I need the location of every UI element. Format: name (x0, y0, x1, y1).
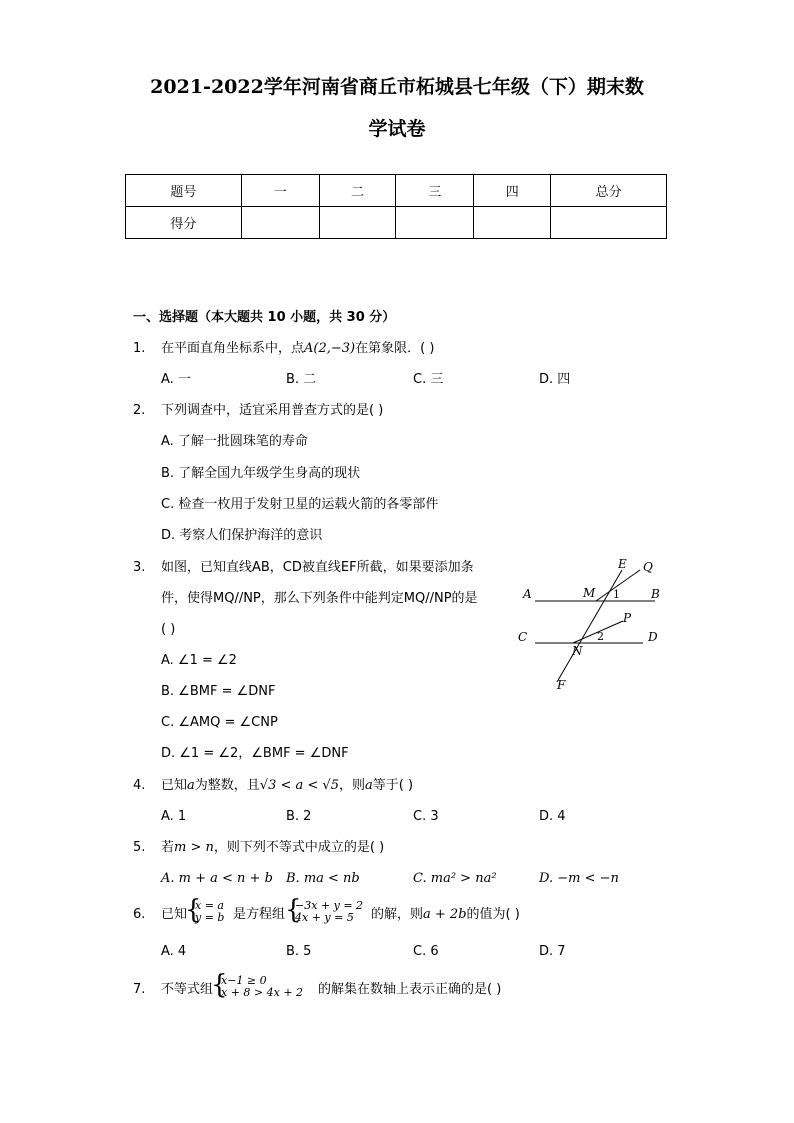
score-table-header: 三 (396, 175, 474, 207)
question-number: 3. (133, 560, 146, 575)
option[interactable]: A. 一 (161, 372, 191, 387)
score-table-header: 总分 (551, 175, 667, 207)
score-table-header: 题号 (126, 175, 242, 207)
stem-text: ，则 (338, 778, 365, 793)
question-stem: 下列调查中，适宜采用普查方式的是( ) (161, 403, 384, 418)
stem-math: A(2,−3) (304, 341, 356, 356)
page-title-line2: 学试卷 (368, 118, 426, 140)
score-row-label: 得分 (126, 207, 242, 239)
page-title-line1: 2021-2022学年河南省商丘市柘城县七年级（下）期末数 (150, 76, 644, 98)
brace-icon: { (285, 895, 302, 925)
equation: 4x + y = 5 (295, 911, 354, 924)
question-stem-line: ( ) (161, 622, 176, 637)
option[interactable]: B. ∠BMF = ∠DNF (161, 684, 276, 699)
question-stem (161, 341, 434, 357)
question-stem-line: 件，使得MQ//NP，那么下列条件中能判定MQ//NP的是 (161, 591, 478, 606)
label-p: P (623, 611, 632, 625)
option[interactable]: C. 检查一枚用于发射卫星的运载火箭的各零部件 (161, 497, 439, 512)
option[interactable]: D. 7 (539, 944, 566, 959)
label-e: E (618, 557, 627, 571)
stem-math: a + 2b (423, 907, 467, 922)
question-number: 2. (133, 403, 146, 418)
stem-math: √3 < a < √5 (259, 778, 339, 793)
score-cell[interactable] (396, 207, 474, 239)
option[interactable]: D. 4 (539, 809, 566, 824)
option[interactable]: A. 4 (161, 944, 187, 959)
score-table-score-row (126, 207, 667, 239)
option[interactable]: A. ∠1 = ∠2 (161, 653, 237, 668)
option[interactable]: A. 了解一批圆珠笔的寿命 (161, 434, 308, 449)
stem-text: 不等式组 (161, 982, 214, 997)
question-stem (161, 840, 384, 856)
label-angle-1: 1 (613, 588, 620, 601)
equation: x = a (195, 899, 224, 912)
option[interactable]: B. 二 (286, 372, 317, 387)
stem-text: ，则下列不等式中成立的是( ) (213, 840, 385, 855)
option[interactable]: D. 四 (539, 372, 571, 387)
option[interactable]: D. ∠1 = ∠2，∠BMF = ∠DNF (161, 746, 349, 761)
stem-text: 已知 (161, 778, 188, 793)
score-table-header: 二 (319, 175, 396, 207)
brace-icon: { (211, 970, 228, 1000)
question-number: 1. (133, 341, 146, 356)
stem-math: a (187, 778, 195, 793)
equation: y = b (195, 911, 225, 924)
option[interactable]: C. 三 (413, 372, 444, 387)
option[interactable]: C. 3 (413, 809, 439, 824)
label-n: N (572, 644, 583, 658)
option[interactable]: C. 6 (413, 944, 439, 959)
label-q: Q (643, 560, 653, 574)
geometry-figure (510, 550, 670, 700)
score-table-header-row (126, 175, 667, 207)
score-cell[interactable] (551, 207, 667, 239)
stem-text: 是方程组 (233, 907, 286, 922)
score-cell[interactable] (319, 207, 396, 239)
label-b: B (651, 587, 660, 601)
inequality: x−1 ≥ 0 (221, 974, 267, 987)
question-number: 6. (133, 907, 146, 922)
question-number: 7. (133, 982, 146, 997)
question-stem-line: 如图，已知直线AB，CD被直线EF所截，如果要添加条 (161, 560, 474, 575)
label-angle-2: 2 (597, 630, 604, 643)
equation: −3x + y = 2 (295, 899, 364, 912)
question-number: 4. (133, 778, 146, 793)
question-stem (161, 778, 413, 794)
stem-text: 在第象限．( ) (355, 341, 435, 356)
stem-text: 若 (161, 840, 175, 855)
option[interactable]: B. ma < nb (286, 871, 360, 886)
stem-math: a (365, 778, 373, 793)
score-table-header: 四 (474, 175, 551, 207)
stem-text: 的解，则 (371, 907, 424, 922)
label-m: M (583, 586, 596, 600)
stem-math: m > n (174, 840, 214, 855)
option[interactable]: D. −m < −n (539, 871, 619, 886)
equation-system (195, 900, 224, 924)
question-stem (371, 907, 520, 923)
option[interactable]: B. 2 (286, 809, 312, 824)
label-d: D (648, 630, 658, 644)
score-cell[interactable] (241, 207, 319, 239)
section-heading: 一、选择题（本大题共 10 小题，共 30 分） (133, 310, 396, 325)
score-cell[interactable] (474, 207, 551, 239)
stem-text: 在平面直角坐标系中，点 (161, 341, 305, 356)
option[interactable]: A. m + a < n + b (161, 871, 273, 886)
stem-text: 等于( ) (372, 778, 414, 793)
inequality-system (221, 975, 303, 999)
stem-text: 的解集在数轴上表示正确的是( ) (318, 982, 502, 997)
option[interactable]: B. 了解全国九年级学生身高的现状 (161, 466, 361, 481)
option[interactable]: C. ∠AMQ = ∠CNP (161, 715, 278, 730)
label-a: A (523, 587, 532, 601)
label-c: C (518, 630, 528, 644)
label-f: F (557, 678, 566, 692)
option[interactable]: D. 考察人们保护海洋的意识 (161, 528, 323, 543)
stem-text: 已知 (161, 907, 188, 922)
inequality: x + 8 > 4x + 2 (221, 986, 304, 999)
stem-text: 的值为( ) (466, 907, 520, 922)
score-table (125, 174, 667, 239)
option[interactable]: A. 1 (161, 809, 187, 824)
question-number: 5. (133, 840, 146, 855)
equation-system (295, 900, 363, 924)
brace-icon: { (185, 895, 202, 925)
stem-text: 为整数，且 (194, 778, 260, 793)
option[interactable]: B. 5 (286, 944, 312, 959)
score-table-header: 一 (241, 175, 319, 207)
option[interactable]: C. ma² > na² (413, 871, 497, 886)
